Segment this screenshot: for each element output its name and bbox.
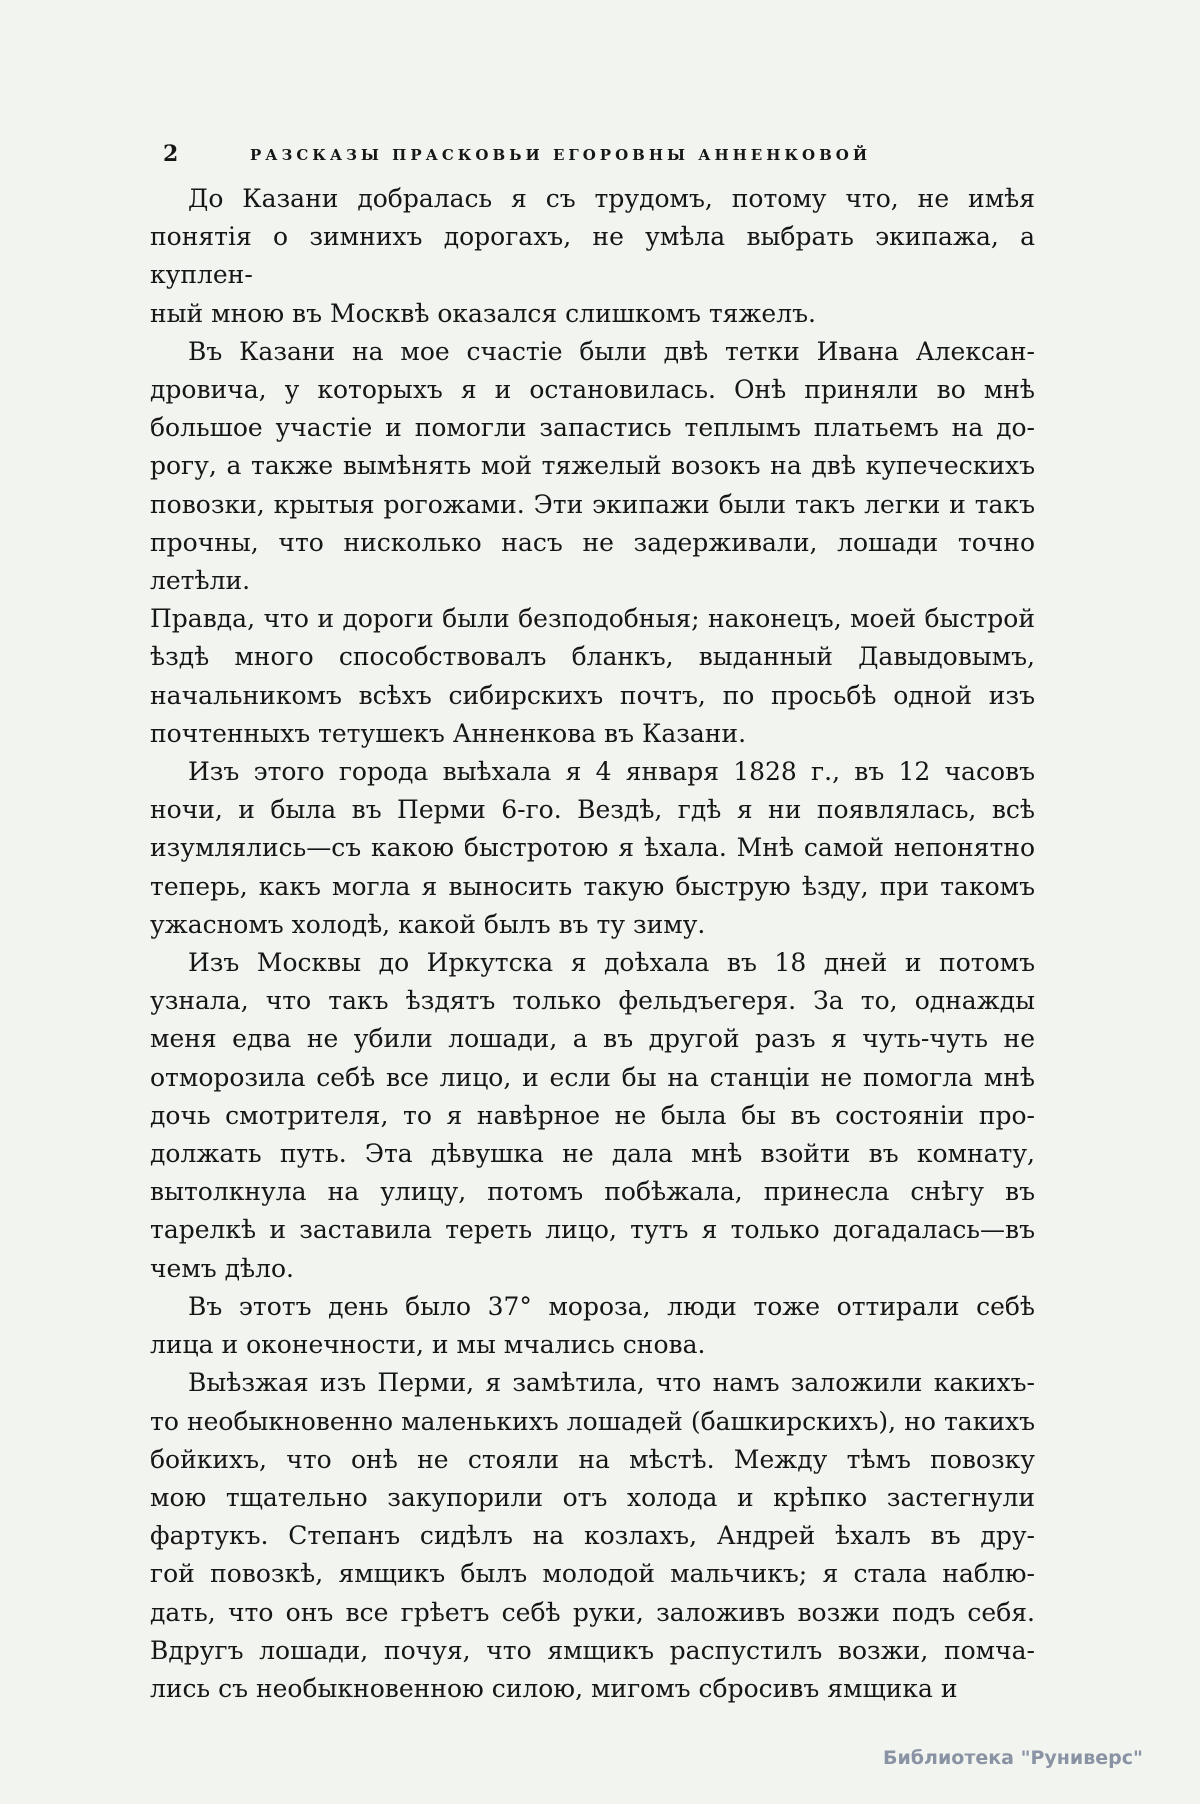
paragraph [150, 333, 1035, 753]
text-line: изумлялись—съ какою быстротою я ѣхала. Мнѣ самой непонятно [150, 833, 1035, 863]
text-line: ночи, и была въ Перми 6-го. Вездѣ, гдѣ я ни появлялась, всѣ [150, 795, 1035, 825]
text-line: гой повозкѣ, ямщикъ былъ молодой мальчикъ; я стала наблю- [150, 1559, 1035, 1589]
text-line: теперь, какъ могла я выносить такую быструю ѣзду, при такомъ [150, 871, 1035, 901]
text-line: вытолкнула на улицу, потомъ побѣжала, принесла снѣгу въ [150, 1177, 1035, 1207]
body-text [150, 180, 1035, 1708]
text-line: ѣздѣ много способствовалъ бланкъ, выданный Давыдовымъ, [150, 642, 1035, 672]
text-line: дровича, у которыхъ я и остановилась. Онѣ приняли во мнѣ [150, 375, 1035, 405]
text-line: дать, что онъ все грѣетъ себѣ руки, заложивъ возжи подъ себя. [150, 1597, 1035, 1627]
text-line: то необыкновенно маленькихъ лошадей (башкирскихъ), но такихъ [150, 1406, 1035, 1436]
text-line: рогу, а также вымѣнять мой тяжелый возокъ на двѣ купеческихъ [150, 451, 1035, 481]
text-line: Въ Казани на мое счастіе были двѣ тетки Ивана Алексан- [188, 336, 1035, 366]
paragraph [150, 1288, 1035, 1364]
text-line: До Казани добралась я съ трудомъ, потому что, не имѣя [188, 184, 1035, 213]
page-number: 2 [163, 141, 180, 167]
text-line: Изъ этого города выѣхала я 4 января 1828 г., въ 12 часовъ [188, 757, 1035, 787]
text-line: чемъ дѣло. [150, 1253, 294, 1283]
text-line: повозки, крытыя рогожами. Эти экипажи были такъ легки и такъ [150, 489, 1035, 519]
paragraph [150, 944, 1035, 1288]
text-line: Изъ Москвы до Иркутска я доѣхала въ 18 дней и потомъ [188, 948, 1035, 978]
paragraph [150, 1364, 1035, 1708]
text-line: начальникомъ всѣхъ сибирскихъ почтъ, по просьбѣ одной изъ [150, 680, 1035, 710]
text-line: ужасномъ холодѣ, какой былъ въ ту зиму. [150, 909, 706, 939]
text-line: понятія о зимнихъ дорогахъ, не умѣла выбрать экипажа, а куплен- [150, 222, 1035, 290]
text-line: большое участіе и помогли запастись теплымъ платьемъ на до- [150, 413, 1035, 443]
text-line: Въ этотъ день было 37° мороза, люди тоже оттирали себѣ [188, 1291, 1035, 1321]
text-line: Вдругъ лошади, почуя, что ямщикъ распустилъ возжи, помча- [150, 1635, 1035, 1665]
text-line: фартукъ. Степанъ сидѣлъ на козлахъ, Андрей ѣхалъ въ дру- [150, 1521, 1035, 1551]
text-line: узнала, что такъ ѣздятъ только фельдъегеря. За то, однажды [150, 986, 1035, 1016]
text-line: почтенныхъ тетушекъ Анненкова въ Казани. [150, 718, 747, 748]
library-watermark: Библиотека "Руниверс" [883, 1747, 1143, 1769]
text-line: Правда, что и дороги были безподобныя; наконецъ, моей быстрой [150, 604, 1035, 634]
text-line: Выѣзжая изъ Перми, я замѣтила, что намъ заложили какихъ- [188, 1368, 1035, 1398]
text-line: тарелкѣ и заставила тереть лицо, тутъ я только догадалась—въ [150, 1215, 1035, 1245]
text-line: лись съ необыкновенною силою, мигомъ сбросивъ ямщика и [150, 1673, 958, 1703]
text-line: ный мною въ Москвѣ оказался слишкомъ тяжелъ. [150, 298, 816, 328]
text-line: должать путь. Эта дѣвушка не дала мнѣ взойти въ комнату, [150, 1139, 1035, 1169]
paragraph [150, 180, 1035, 333]
running-title: РАЗСКАЗЫ ПРАСКОВЬИ ЕГОРОВНЫ АННЕНКОВОЙ [250, 146, 872, 164]
text-line: прочны, что нисколько насъ не задерживали, лошади точно летѣли. [150, 527, 1035, 596]
text-line: бойкихъ, что онѣ не стояли на мѣстѣ. Между тѣмъ повозку [150, 1444, 1035, 1474]
text-line: лица и оконечности, и мы мчались снова. [150, 1330, 706, 1360]
text-line: меня едва не убили лошади, а въ другой разъ я чуть-чуть не [150, 1024, 1035, 1054]
text-line: дочь смотрителя, то я навѣрное не была бы въ состояніи про- [150, 1100, 1035, 1130]
text-line: мою тщательно закупорили отъ холода и крѣпко застегнули [150, 1482, 1035, 1512]
text-line: отморозила себѣ все лицо, и если бы на станціи не помогла мнѣ [150, 1062, 1035, 1092]
paragraph [150, 753, 1035, 944]
